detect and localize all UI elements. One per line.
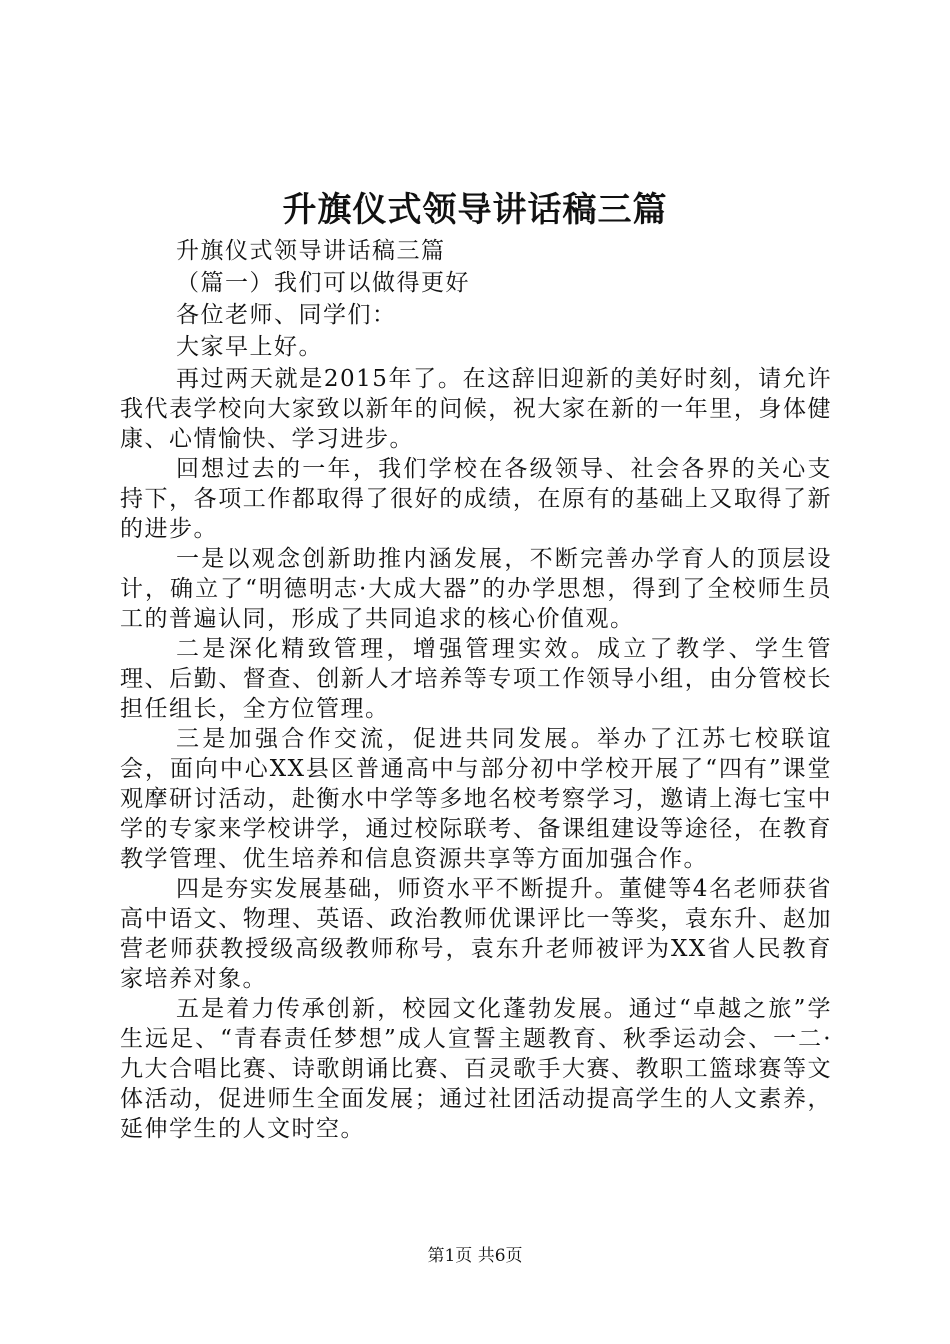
paragraph-point-five: 五是着力传承创新，校园文化蓬勃发展。通过“卓越之旅”学生远足、“青春责任梦想”成人宣誓主题教育、秋季运动会、一二·九大合唱比赛、诗歌朗诵比赛、百灵歌手大赛、教职工篮球赛等文体活动，促进师生全面发展；通过社团活动提高学生的人文素养，延伸学生的人文时空。	[120, 996, 832, 1142]
paragraph-subtitle: 升旗仪式领导讲话稿三篇	[176, 238, 446, 264]
paragraph-new-year: 再过两天就是2015年了。在这辞旧迎新的美好时刻，请允许我代表学校向大家致以新年的问候，祝大家在新的一年里，身体健康、心情愉快、学习进步。	[120, 366, 832, 452]
document-body	[120, 236, 832, 1144]
paragraph-review: 回想过去的一年，我们学校在各级领导、社会各界的关心支持下，各项工作都取得了很好的成绩，在原有的基础上又取得了新的进步。	[120, 456, 832, 542]
paragraph-point-one: 一是以观念创新助推内涵发展，不断完善办学育人的顶层设计，确立了“明德明志·大成大器”的办学思想，得到了全校师生员工的普遍认同，形成了共同追求的核心价值观。	[120, 546, 832, 632]
page-footer: 第1页 共6页	[427, 1246, 523, 1266]
paragraph-greeting: 大家早上好。	[176, 334, 323, 360]
paragraph-point-four: 四是夯实发展基础，师资水平不断提升。董健等4名老师获省高中语文、物理、英语、政治教师优课评比一等奖，袁东升、赵加营老师获教授级高级教师称号，袁东升老师被评为XX省人民教育家培养对象。	[120, 876, 832, 992]
paragraph-point-two: 二是深化精致管理，增强管理实效。成立了教学、学生管理、后勤、督查、创新人才培养等专项工作领导小组，由分管校长担任组长，全方位管理。	[120, 636, 832, 722]
paragraph-part-heading: （篇一）我们可以做得更好	[176, 270, 470, 296]
paragraph-salutation: 各位老师、同学们：	[176, 302, 397, 328]
paragraph-point-three: 三是加强合作交流，促进共同发展。举办了江苏七校联谊会，面向中心XX县区普通高中与部分初中学校开展了“四有”课堂观摩研讨活动，赴衡水中学等多地名校考察学习，邀请上海七宝中学的专家来学校讲学，通过校际联考、备课组建设等途径，在教育教学管理、优生培养和信息资源共享等方面加强合作。	[120, 726, 832, 872]
document-title: 升旗仪式领导讲话稿三篇	[282, 190, 668, 230]
